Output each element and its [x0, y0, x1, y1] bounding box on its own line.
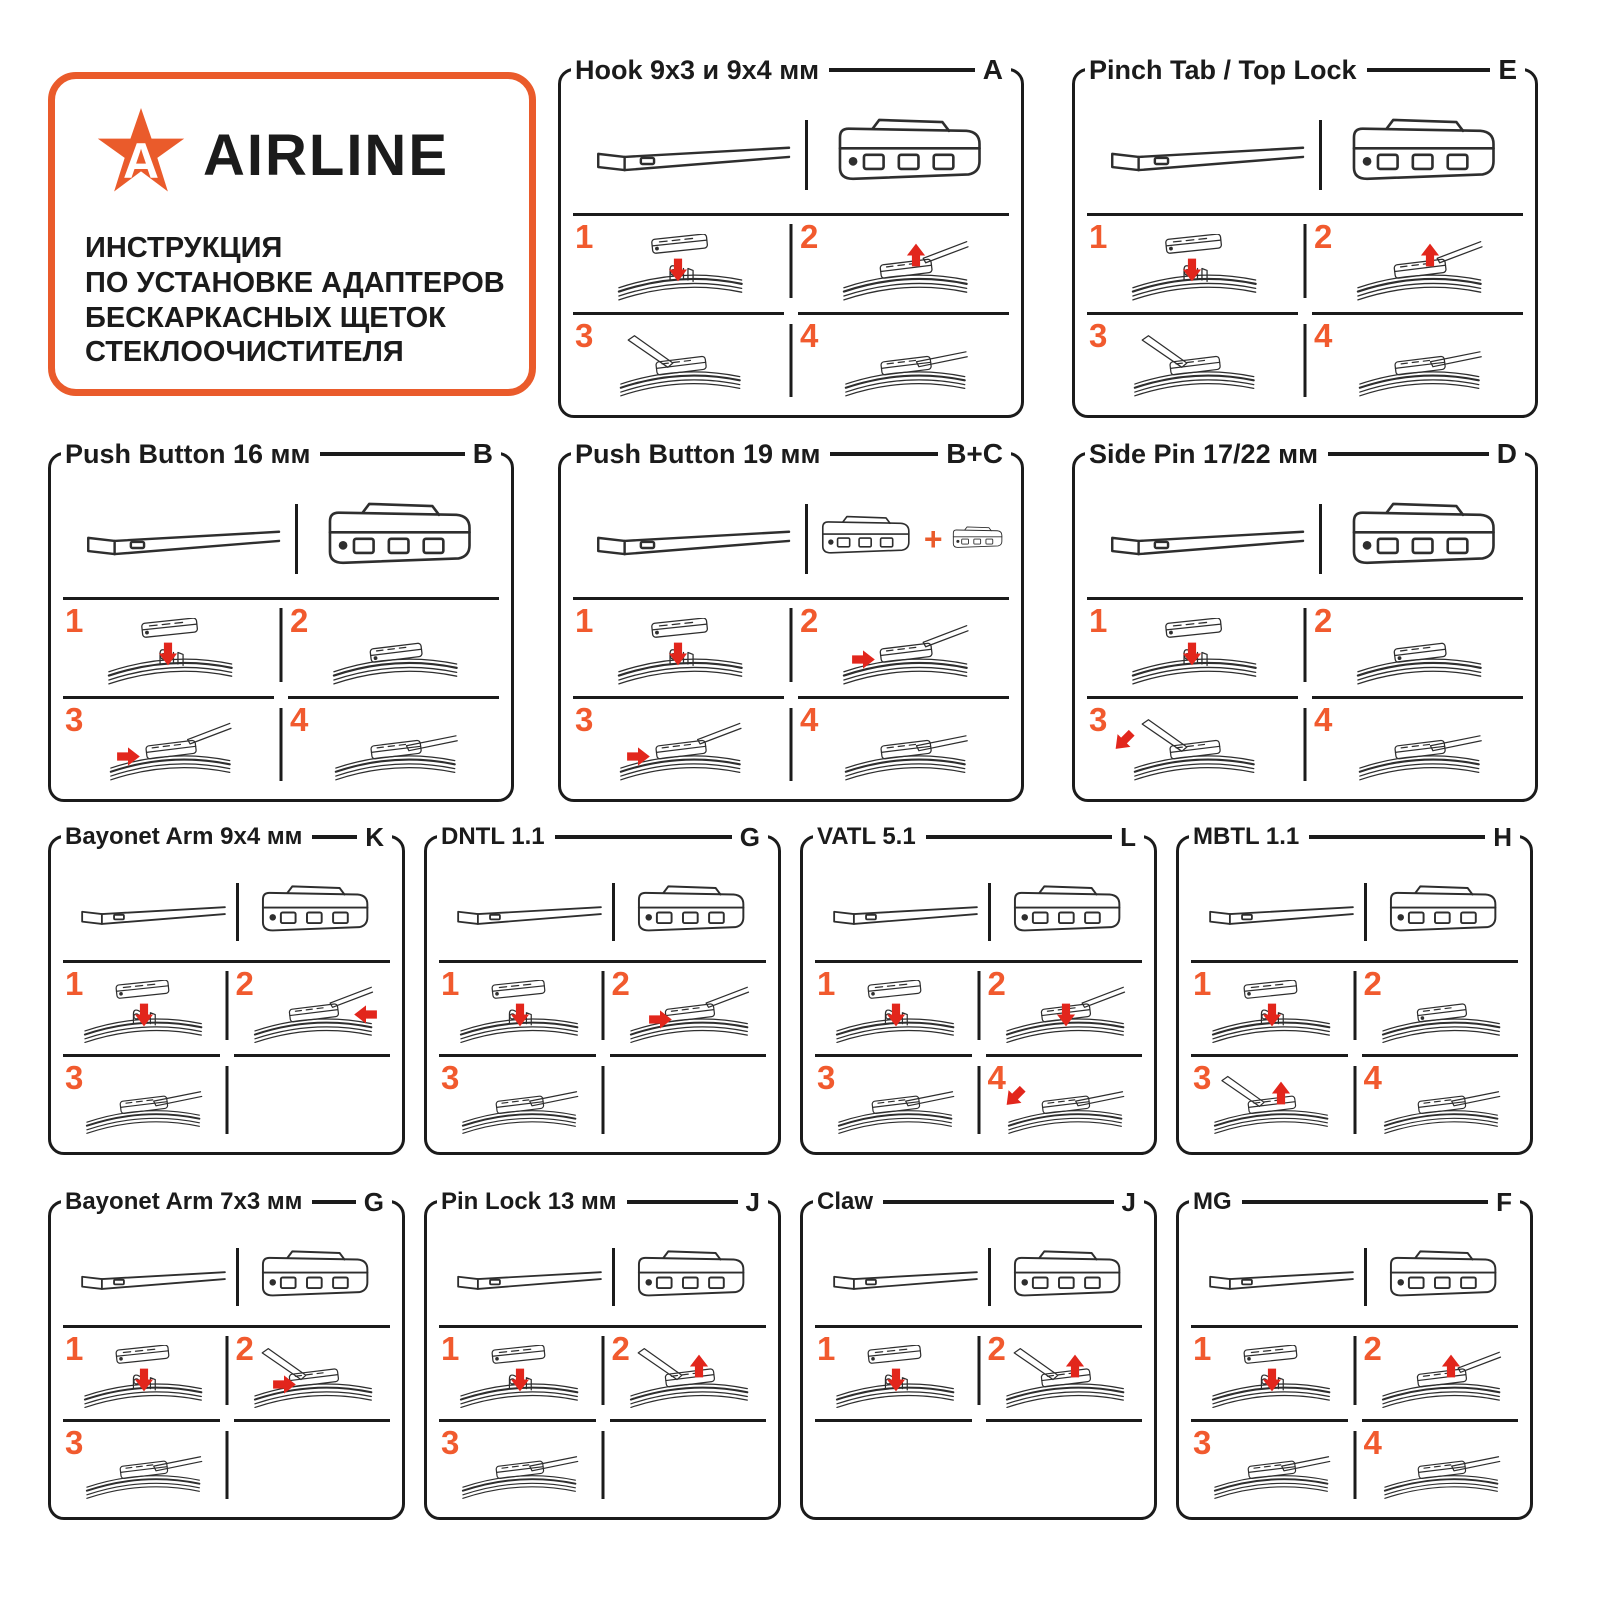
adapter-drawing [621, 872, 760, 955]
step-2 [1312, 216, 1523, 312]
red-arrow-up-icon [906, 243, 926, 268]
panel-title: Side Pin 17/22 мм [1085, 436, 1328, 472]
step-3 [815, 1054, 972, 1145]
divider [790, 324, 793, 398]
step-number: 3 [817, 1058, 836, 1096]
red-arrow-up-icon [689, 1354, 709, 1379]
step-drawing [579, 332, 782, 405]
step-number: 3 [575, 316, 594, 354]
step-number: 1 [441, 1330, 460, 1367]
panel-code: B+C [938, 436, 1011, 472]
red-arrow-down-icon [1262, 1002, 1282, 1027]
steps-grid [573, 216, 1009, 407]
step-3 [573, 312, 784, 408]
step-drawing [1093, 332, 1296, 405]
panel-title: Claw [813, 1184, 883, 1220]
wiper-arm-drawing [1096, 106, 1309, 206]
step-4-empty [986, 1419, 1143, 1510]
step-3 [1191, 1054, 1348, 1145]
step-3 [63, 1054, 220, 1145]
step-number: 2 [611, 1330, 630, 1367]
step-drawing [238, 980, 388, 1052]
divider [790, 224, 793, 298]
wiper-arm-drawing [72, 490, 285, 590]
wiper-arm-drawing [582, 106, 795, 206]
step-number: 4 [800, 316, 819, 354]
adapter-drawing [1330, 106, 1515, 206]
step-number: 1 [817, 1330, 836, 1367]
red-arrow-right-icon [648, 1010, 673, 1030]
plus-sign: + [923, 521, 943, 557]
step-number: 4 [987, 1058, 1006, 1096]
adapter-drawing [997, 872, 1136, 955]
step-2 [986, 1328, 1143, 1419]
airline-star-icon [93, 107, 189, 203]
header-line [1367, 69, 1491, 72]
step-drawing [444, 1345, 594, 1417]
adapter-drawing [808, 490, 922, 587]
step-drawing [444, 1073, 594, 1142]
wiper-arm-drawing [1198, 1237, 1357, 1320]
panel-title: Bayonet Arm 7x3 мм [61, 1184, 312, 1220]
step-drawing [579, 716, 782, 789]
step-drawing [990, 1073, 1140, 1142]
panel-code: A [975, 52, 1011, 88]
step-2 [798, 216, 1009, 312]
svg-text:A: A [122, 133, 160, 190]
title-line-4: СТЕКЛООЧИСТИТЕЛЯ [85, 336, 404, 369]
step-1 [1087, 216, 1298, 312]
step-1 [63, 600, 274, 696]
panel-title: VATL 5.1 [813, 819, 926, 855]
step-drawing [579, 618, 782, 693]
header-line [627, 1201, 738, 1204]
step-number: 2 [1314, 602, 1333, 639]
step-number: 1 [575, 602, 594, 639]
adapter-drawing [306, 490, 491, 590]
panel-code: B [465, 436, 501, 472]
step-number: 4 [1314, 316, 1333, 354]
step-drawing [68, 1345, 218, 1417]
panel-code: K [357, 819, 392, 855]
step-2 [798, 600, 1009, 696]
step-2 [1312, 600, 1523, 696]
step-3 [439, 1419, 596, 1510]
header-line [1328, 453, 1489, 456]
header-line [926, 836, 1112, 839]
wiper-arm-drawing [446, 872, 605, 955]
wiper-arm-drawing [70, 872, 229, 955]
panel-code: J [738, 1184, 768, 1220]
red-arrow-down-icon [1262, 1367, 1282, 1392]
step-number: 4 [1363, 1423, 1382, 1461]
step-number: 3 [441, 1423, 460, 1461]
header-line [1309, 836, 1485, 839]
panel-code: E [1490, 52, 1525, 88]
step-number: 2 [235, 965, 254, 1002]
step-number: 3 [1089, 700, 1108, 738]
red-arrow-down-icon [668, 257, 688, 282]
wiper-arm-drawing [1198, 872, 1357, 955]
step-drawing [1318, 618, 1521, 693]
step-1 [63, 963, 220, 1054]
step-drawing [294, 618, 497, 693]
step-number: 2 [1363, 1330, 1382, 1367]
step-number: 3 [575, 700, 594, 738]
panel-header [571, 52, 1011, 88]
step-drawing [1366, 980, 1516, 1052]
panel-code: L [1112, 819, 1144, 855]
adapter-drawing [1373, 1237, 1512, 1320]
step-drawing [1318, 716, 1521, 789]
panel-pinch-tab-top-lock [1072, 54, 1538, 418]
red-arrow-right-icon [272, 1375, 297, 1395]
step-drawing [1196, 1438, 1346, 1507]
step-3 [1087, 312, 1298, 408]
adapter-drawing [245, 1237, 384, 1320]
red-arrow-down-icon [1056, 1002, 1076, 1027]
panel-title: DNTL 1.1 [437, 819, 555, 855]
red-arrow-down-icon [510, 1002, 530, 1027]
step-number: 1 [65, 602, 84, 639]
header-line [830, 453, 938, 456]
step-number: 1 [575, 218, 594, 255]
adapter-drawing [621, 1237, 760, 1320]
step-number: 2 [290, 602, 309, 639]
step-drawing [68, 1438, 218, 1507]
step-drawing [820, 1345, 970, 1417]
step-drawing [804, 716, 1007, 789]
step-drawing [1366, 1345, 1516, 1417]
panel-title: MG [1189, 1184, 1242, 1220]
step-number: 1 [1089, 602, 1108, 639]
brand-box [48, 72, 536, 396]
step-drawing [1366, 1438, 1516, 1507]
red-arrow-up-icon [1065, 1354, 1085, 1379]
step-drawing [820, 980, 970, 1052]
step-drawing [1318, 234, 1521, 309]
step-1 [1191, 963, 1348, 1054]
step-number: 2 [1314, 218, 1333, 255]
panel-title: Pin Lock 13 мм [437, 1184, 627, 1220]
step-drawing [68, 980, 218, 1052]
red-arrow-down-icon [886, 1367, 906, 1392]
red-arrow-down-icon [1182, 641, 1202, 666]
step-4-empty [234, 1419, 391, 1510]
panel-code: G [732, 819, 768, 855]
panel-push-button-19 [558, 438, 1024, 802]
red-arrow-down-icon [134, 1002, 154, 1027]
step-1 [439, 963, 596, 1054]
step-3 [1191, 1419, 1348, 1510]
panel-bayonet-arm-7x3 [48, 1187, 405, 1520]
step-drawing [990, 980, 1140, 1052]
panel-push-button-16 [48, 438, 514, 802]
step-4 [1362, 1054, 1519, 1145]
panel-bayonet-arm-9x4 [48, 822, 405, 1155]
step-number: 2 [800, 218, 819, 255]
wiper-arm-drawing [446, 1237, 605, 1320]
panel-code: G [356, 1184, 392, 1220]
panel-hook-9x3-9x4 [558, 54, 1024, 418]
brand-name: AIRLINE [203, 122, 449, 188]
step-drawing [579, 234, 782, 309]
step-number: 4 [800, 700, 819, 738]
title-line-2: ПО УСТАНОВКЕ АДАПТЕРОВ [85, 266, 505, 299]
step-4 [798, 312, 1009, 408]
panel-vatl-5-1 [800, 822, 1157, 1155]
step-4-empty [234, 1054, 391, 1145]
step-drawing [1093, 234, 1296, 309]
red-arrow-right-icon [625, 746, 650, 766]
step-3 [1087, 696, 1298, 792]
panel-code: F [1488, 1184, 1520, 1220]
step-drawing [1196, 1073, 1346, 1142]
adapter-drawing [245, 872, 384, 955]
step-drawing [444, 1438, 594, 1507]
step-1 [63, 1328, 220, 1419]
step-number: 2 [987, 965, 1006, 1002]
panel-title: Push Button 19 мм [571, 436, 830, 472]
step-drawing [614, 980, 764, 1052]
header-line [829, 69, 975, 72]
step-number: 3 [1089, 316, 1108, 354]
red-arrow-left-icon [354, 1004, 379, 1024]
step-number: 2 [987, 1330, 1006, 1367]
step-number: 2 [611, 965, 630, 1002]
title-line-1: ИНСТРУКЦИЯ [85, 232, 283, 264]
red-arrow-right-icon [115, 746, 140, 766]
step-3 [63, 1419, 220, 1510]
step-drawing [820, 1073, 970, 1142]
panel-mbtl-1-1 [1176, 822, 1533, 1155]
red-arrow-down-icon [134, 1367, 154, 1392]
red-arrow-up-icon [1271, 1081, 1291, 1106]
step-1 [573, 216, 784, 312]
step-1 [439, 1328, 596, 1419]
header-line [555, 836, 732, 839]
step-number: 3 [65, 1058, 84, 1096]
airline-logo [93, 107, 449, 203]
step-2 [234, 1328, 391, 1419]
step-drawing [1366, 1073, 1516, 1142]
step-number: 1 [817, 965, 836, 1002]
step-4-empty [610, 1419, 767, 1510]
step-2 [288, 600, 499, 696]
step-number: 1 [1193, 965, 1212, 1002]
panel-title: Bayonet Arm 9x4 мм [61, 819, 312, 855]
red-arrow-up-icon [1420, 243, 1440, 268]
step-number: 3 [65, 700, 84, 738]
wiper-arm-drawing [822, 872, 981, 955]
panel-title: MBTL 1.1 [1189, 819, 1309, 855]
wiper-arm-drawing [822, 1237, 981, 1320]
step-4 [798, 696, 1009, 792]
panel-claw [800, 1187, 1157, 1520]
step-2 [1362, 1328, 1519, 1419]
adapter-drawing [997, 1237, 1136, 1320]
panel-title: Hook 9x3 и 9x4 мм [571, 52, 829, 88]
step-drawing [294, 716, 497, 789]
document-title [85, 231, 505, 370]
panel-pin-lock-13 [424, 1187, 781, 1520]
red-arrow-down-icon [158, 641, 178, 666]
red-arrow-down-icon [886, 1002, 906, 1027]
panel-code: H [1485, 819, 1520, 855]
header-line [312, 836, 357, 839]
step-1 [815, 963, 972, 1054]
step-number: 1 [1089, 218, 1108, 255]
step-number: 1 [65, 965, 84, 1002]
step-1 [573, 600, 784, 696]
wiper-arm-drawing [1096, 490, 1309, 590]
step-number: 3 [1193, 1058, 1212, 1096]
step-number: 4 [290, 700, 309, 738]
panel-intro [573, 97, 1009, 216]
step-drawing [238, 1345, 388, 1417]
step-drawing [1318, 332, 1521, 405]
panel-code: D [1489, 436, 1525, 472]
step-4 [1312, 312, 1523, 408]
header-line [320, 453, 464, 456]
step-4-empty [610, 1054, 767, 1145]
step-number: 3 [65, 1423, 84, 1461]
panel-side-pin-17-22 [1072, 438, 1538, 802]
step-drawing [69, 716, 272, 789]
header-line [312, 1201, 355, 1204]
step-number: 2 [235, 1330, 254, 1367]
step-drawing [804, 618, 1007, 693]
step-2 [610, 963, 767, 1054]
panel-title: Push Button 16 мм [61, 436, 320, 472]
step-drawing [804, 234, 1007, 309]
step-number: 3 [441, 1058, 460, 1096]
step-drawing [1093, 618, 1296, 693]
adapter-drawing [816, 106, 1001, 206]
panel-code: J [1114, 1184, 1144, 1220]
step-4 [288, 696, 499, 792]
step-4 [1312, 696, 1523, 792]
panel-mg [1176, 1187, 1533, 1520]
panel-title: Pinch Tab / Top Lock [1085, 52, 1367, 88]
red-arrow-up-icon [1441, 1354, 1461, 1379]
step-number: 3 [1193, 1423, 1212, 1461]
step-number: 2 [1363, 965, 1382, 1002]
adapter-drawing [1373, 872, 1512, 955]
step-number: 1 [1193, 1330, 1212, 1367]
step-4 [1362, 1419, 1519, 1510]
header-line [1242, 1201, 1488, 1204]
step-drawing [804, 332, 1007, 405]
step-3 [573, 696, 784, 792]
red-arrow-down-icon [510, 1367, 530, 1392]
step-drawing [444, 980, 594, 1052]
step-drawing [990, 1345, 1140, 1417]
red-arrow-down-icon [1182, 257, 1202, 282]
step-drawing [69, 618, 272, 693]
step-4 [986, 1054, 1143, 1145]
step-1 [1191, 1328, 1348, 1419]
step-drawing [1093, 716, 1296, 789]
step-1 [1087, 600, 1298, 696]
step-2 [986, 963, 1143, 1054]
step-2 [610, 1328, 767, 1419]
header-line [883, 1201, 1114, 1204]
title-line-3: БЕСКАРКАСНЫХ ЩЕТОК [85, 301, 446, 334]
step-2 [1362, 963, 1519, 1054]
step-number: 2 [800, 602, 819, 639]
red-arrow-right-icon [850, 649, 875, 669]
step-number: 4 [1363, 1058, 1382, 1096]
step-3-empty [815, 1419, 972, 1510]
wiper-arm-drawing [582, 490, 795, 590]
step-1 [815, 1328, 972, 1419]
wiper-arm-drawing [70, 1237, 229, 1320]
step-number: 4 [1314, 700, 1333, 738]
second-adapter-drawing [945, 507, 1009, 572]
step-drawing [68, 1073, 218, 1142]
step-drawing [1196, 1345, 1346, 1417]
adapter-drawing [1330, 490, 1515, 590]
step-3 [439, 1054, 596, 1145]
step-drawing [1196, 980, 1346, 1052]
step-number: 1 [441, 965, 460, 1002]
step-2 [234, 963, 391, 1054]
panel-dntl-1-1 [424, 822, 781, 1155]
step-number: 1 [65, 1330, 84, 1367]
step-drawing [614, 1345, 764, 1417]
step-3 [63, 696, 274, 792]
red-arrow-down-icon [668, 641, 688, 666]
